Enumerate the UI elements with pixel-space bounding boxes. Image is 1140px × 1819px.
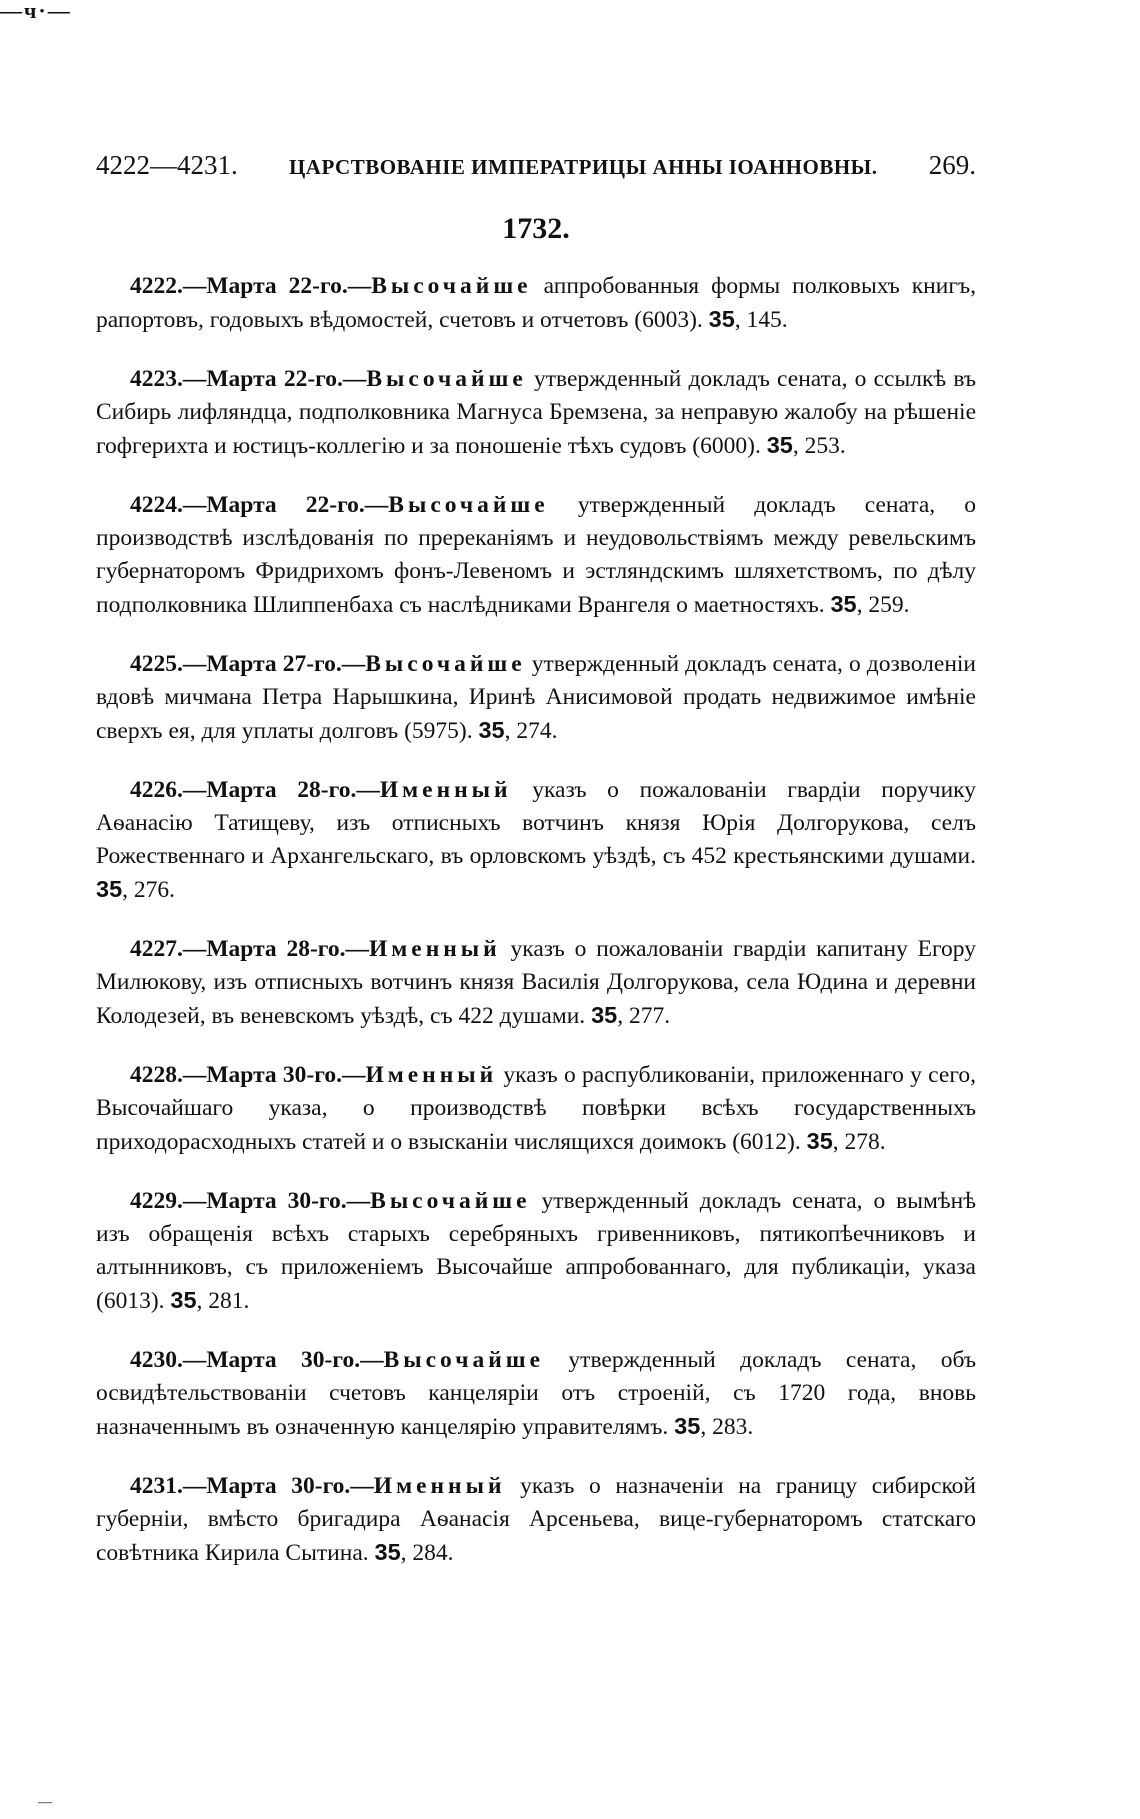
entry-volume: 35 — [806, 1128, 833, 1154]
entry-page: , 283. — [700, 1414, 754, 1440]
entry-text: утвержденный докладъ сената, о вымѣнѣ изъ обращенія всѣхъ старыхъ серебряныхъ гривенниковъ, пятикопѣечниковъ и алтынниковъ, съ приложеніемъ Высочайше аппробованнаго, для публикаціи, указа (6013). — [96, 1188, 977, 1314]
entry-number: 4223. — [130, 366, 183, 392]
entry-number: 4228. — [130, 1062, 183, 1088]
bottom-mark: — — [38, 1795, 52, 1810]
entry-text: указъ о назначеніи на границу сибирской губерніи, вмѣсто бригадира Аѳанасія Арсеньева, вице-губернаторомъ статскаго совѣтника Кирила Сытина. — [96, 1473, 976, 1566]
entry-kind: Высочайше — [371, 273, 532, 299]
entry-page: , 259. — [856, 592, 910, 618]
page — [96, 150, 976, 1596]
entry-number: 4226. — [130, 777, 183, 803]
entry-volume: 35 — [96, 876, 123, 902]
entry-volume: 35 — [766, 432, 793, 458]
entry-text: утвержденный докладъ сената, о дозволеніи вдовѣ мичмана Петра Нарышкина, Иринѣ Анисимовой продать недвижимое имѣніе сверхъ ея, для уплаты долговъ (5975). — [96, 651, 976, 744]
entry-kind: Именный — [379, 777, 512, 803]
year-heading: 1732. — [502, 212, 570, 245]
entry-page: , 278. — [832, 1129, 886, 1155]
entry — [96, 933, 976, 1033]
page-number: 269. — [928, 150, 976, 180]
entry — [96, 774, 976, 907]
entry-volume: 35 — [674, 1413, 701, 1439]
entry — [96, 1185, 976, 1318]
entry — [96, 1059, 976, 1159]
entry-date: —Марта 28-го.— — [182, 936, 370, 962]
entry-page: , 274. — [504, 718, 558, 744]
entry-number: 4229. — [130, 1188, 183, 1214]
entry — [96, 648, 976, 748]
entry-page: , 281. — [196, 1288, 250, 1314]
entry-number: 4230. — [130, 1347, 183, 1373]
entry-page: , 145. — [734, 307, 788, 333]
corner-mark: —ч·— — [0, 0, 72, 23]
entry-text: утвержденный докладъ сената, объ освидѣтельствованіи счетовъ канцеляріи отъ строеній, съ 1720 года, вновь назначеннымъ въ означенную канцелярію управителямъ. — [96, 1347, 976, 1440]
entry-date: —Марта 30-го.— — [182, 1062, 366, 1088]
entries-list — [96, 270, 976, 1570]
running-title: ЦАРСТВОВАНІЕ ИМПЕРАТРИЦЫ АННЫ ІОАННОВНЫ. — [288, 155, 878, 179]
entry-kind: Именный — [365, 1062, 498, 1088]
entry — [96, 1470, 976, 1570]
entry — [96, 363, 976, 463]
entry-date: —Марта 22-го.— — [182, 273, 372, 299]
entry-kind: Высочайше — [388, 492, 549, 518]
entry-page: , 277. — [617, 1003, 671, 1029]
entry-number: 4225. — [130, 651, 183, 677]
entry-kind: Именный — [369, 936, 501, 962]
entry-number: 4227. — [130, 936, 183, 962]
entry-date: —Марта 27-го.— — [182, 651, 366, 677]
entry-volume: 35 — [170, 1287, 197, 1313]
entry-page: , 253. — [792, 433, 846, 459]
entry-volume: 35 — [478, 717, 505, 743]
entry-date: —Марта 30-го.— — [182, 1473, 374, 1499]
entry-text: утвержденный докладъ сената, о ссылкѣ въ Сибирь лифляндца, подполковника Магнуса Бремзена, за неправую жалобу на рѣшеніе гофгерихта и юстицъ-коллегію и за поношеніе тѣхъ судовъ (6000). — [96, 366, 976, 459]
entry-text: указъ о пожалованіи гвардіи капитану Егору Милюкову, изъ отписныхъ вотчинъ князя Василія Долгорукова, села Юдина и деревни Колодезей, въ веневскомъ уѣздѣ, съ 422 душами. — [96, 936, 976, 1029]
entry-number: 4224. — [130, 492, 183, 518]
entry-volume: 35 — [374, 1539, 401, 1565]
entry — [96, 270, 976, 337]
entry-kind: Высочайше — [366, 366, 527, 392]
entry-volume: 35 — [708, 306, 735, 332]
entry-date: —Марта 30-го.— — [182, 1347, 384, 1373]
entry-volume: 35 — [591, 1002, 618, 1028]
entry-text: аппробованныя формы полковыхъ книгъ, рапортовъ, годовыхъ вѣдомостей, счетовъ и отчетовъ (6003). — [96, 273, 976, 333]
entry-page: , 276. — [122, 877, 176, 903]
entry-page: , 284. — [400, 1540, 454, 1566]
entry-text: указъ о распубликованіи, приложеннаго у сего, Высочайшаго указа, о производствѣ повѣрки всѣхъ государственныхъ приходорасходныхъ статей и о взысканіи числящихся доимокъ (6012). — [96, 1062, 977, 1155]
entry-number: 4231. — [130, 1473, 183, 1499]
entry-number: 4222. — [130, 273, 183, 299]
entry-date: —Марта 30-го.— — [182, 1188, 371, 1214]
entry-kind: Именный — [373, 1473, 506, 1499]
entry-volume: 35 — [830, 591, 857, 617]
entry-range: 4222—4231. — [96, 150, 238, 180]
entry-text: указъ о пожалованіи гвардіи поручику Аѳанасію Татищеву, изъ отписныхъ вотчинъ князя Юрія Долгорукова, селъ Рожественнаго и Архангельскаго, въ орловскомъ уѣздѣ, съ 452 крестьянскими душами. — [96, 777, 976, 869]
entry-date: —Марта 22-го.— — [182, 366, 367, 392]
entry-date: —Марта 22-го.— — [182, 492, 389, 518]
entry-date: —Марта 28-го.— — [182, 777, 380, 803]
entry-kind: Высочайше — [370, 1188, 531, 1214]
entry-text: утвержденный докладъ сената, о производствѣ изслѣдованія по пререканіямъ и неудовольствіямъ между ревельскимъ губернаторомъ Фридрихомъ фонъ-Левеномъ и эстляндскимъ шляхетствомъ, по дѣлу подполковника Шлиппенбаха съ наслѣдниками Врангеля о маетностяхъ. — [96, 492, 976, 618]
entry-kind: Высочайше — [383, 1347, 545, 1373]
entry-kind: Высочайше — [365, 651, 526, 677]
entry — [96, 489, 976, 622]
running-head — [96, 150, 976, 190]
entry — [96, 1344, 976, 1444]
